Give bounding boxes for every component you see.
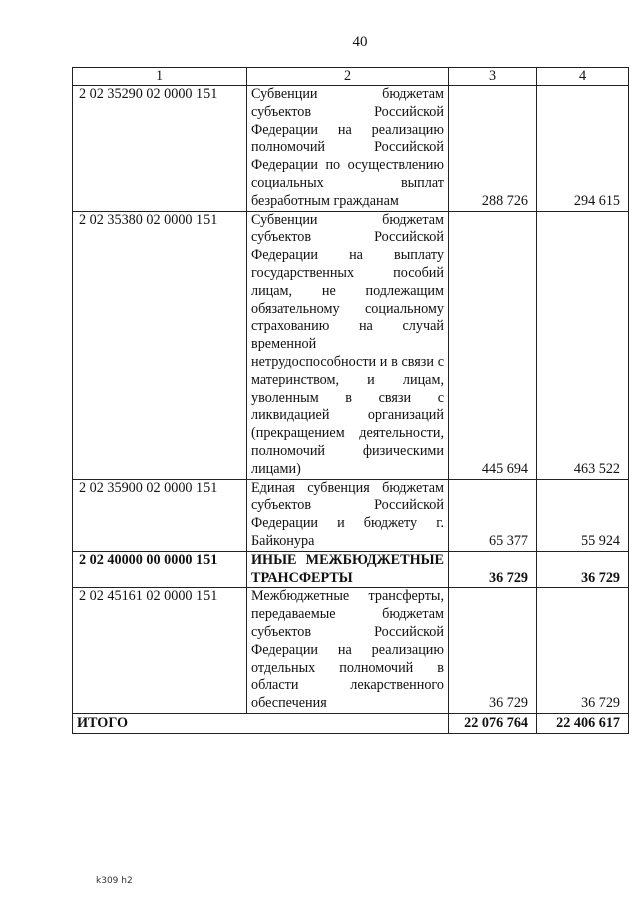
- column-header-1: 1: [73, 68, 247, 86]
- column-header-4: 4: [537, 68, 629, 86]
- value-column-4-cell: 36 729: [537, 551, 629, 588]
- table-row: [73, 479, 629, 551]
- value-column-4-cell: 294 615: [537, 86, 629, 212]
- value-column-4-cell: 36 729: [537, 588, 629, 714]
- column-header-3: 3: [449, 68, 537, 86]
- total-row: [73, 713, 629, 733]
- value-column-3-cell: 445 694: [449, 211, 537, 479]
- budget-code-cell: 2 02 35900 02 0000 151: [73, 479, 247, 551]
- description-cell: ИНЫЕ МЕЖБЮДЖЕТНЫЕ ТРАНСФЕРТЫ: [247, 551, 449, 588]
- value-column-3-cell: 36 729: [449, 551, 537, 588]
- value-column-3-cell: 36 729: [449, 588, 537, 714]
- total-label: ИТОГО: [73, 713, 449, 733]
- table-row-section: [73, 551, 629, 588]
- page-number: 40: [352, 34, 368, 50]
- description-cell: Субвенции бюджетам субъектов Российской Федерации на выплату государственных пособий лицам, не подлежащим обязательному социальному страхованию на случай временной нетрудоспособности и в связи с материнством, и лицам, уволенным в связи с ликвидацией организаций (прекращением деятельности, полномочий физическими лицами): [247, 211, 449, 479]
- budget-code-cell: 2 02 35290 02 0000 151: [73, 86, 247, 212]
- budget-code-cell: 2 02 45161 02 0000 151: [73, 588, 247, 714]
- table-row: [73, 211, 629, 479]
- column-header-2: 2: [247, 68, 449, 86]
- budget-code-cell: 2 02 40000 00 0000 151: [73, 551, 247, 588]
- value-column-4-cell: 55 924: [537, 479, 629, 551]
- description-cell: Межбюджетные трансферты, передаваемые бюджетам субъектов Российской Федерации на реализацию отдельных полномочий в области лекарственного обеспечения: [247, 588, 449, 714]
- description-cell: Субвенции бюджетам субъектов Российской Федерации на реализацию полномочий Российской Федерации по осуществлению социальных выплат безработным гражданам: [247, 86, 449, 212]
- description-cell: Единая субвенция бюджетам субъектов Российской Федерации и бюджету г. Байконура: [247, 479, 449, 551]
- value-column-3-cell: 65 377: [449, 479, 537, 551]
- value-column-3-cell: 288 726: [449, 86, 537, 212]
- value-column-4-cell: 463 522: [537, 211, 629, 479]
- table-header-row: [73, 68, 629, 86]
- budget-code-cell: 2 02 35380 02 0000 151: [73, 211, 247, 479]
- footer-document-code: k309 h2: [96, 876, 133, 886]
- total-value-column-3: 22 076 764: [449, 713, 537, 733]
- budget-table: [72, 67, 629, 734]
- table-row: [73, 588, 629, 714]
- table-row: [73, 86, 629, 212]
- total-value-column-4: 22 406 617: [537, 713, 629, 733]
